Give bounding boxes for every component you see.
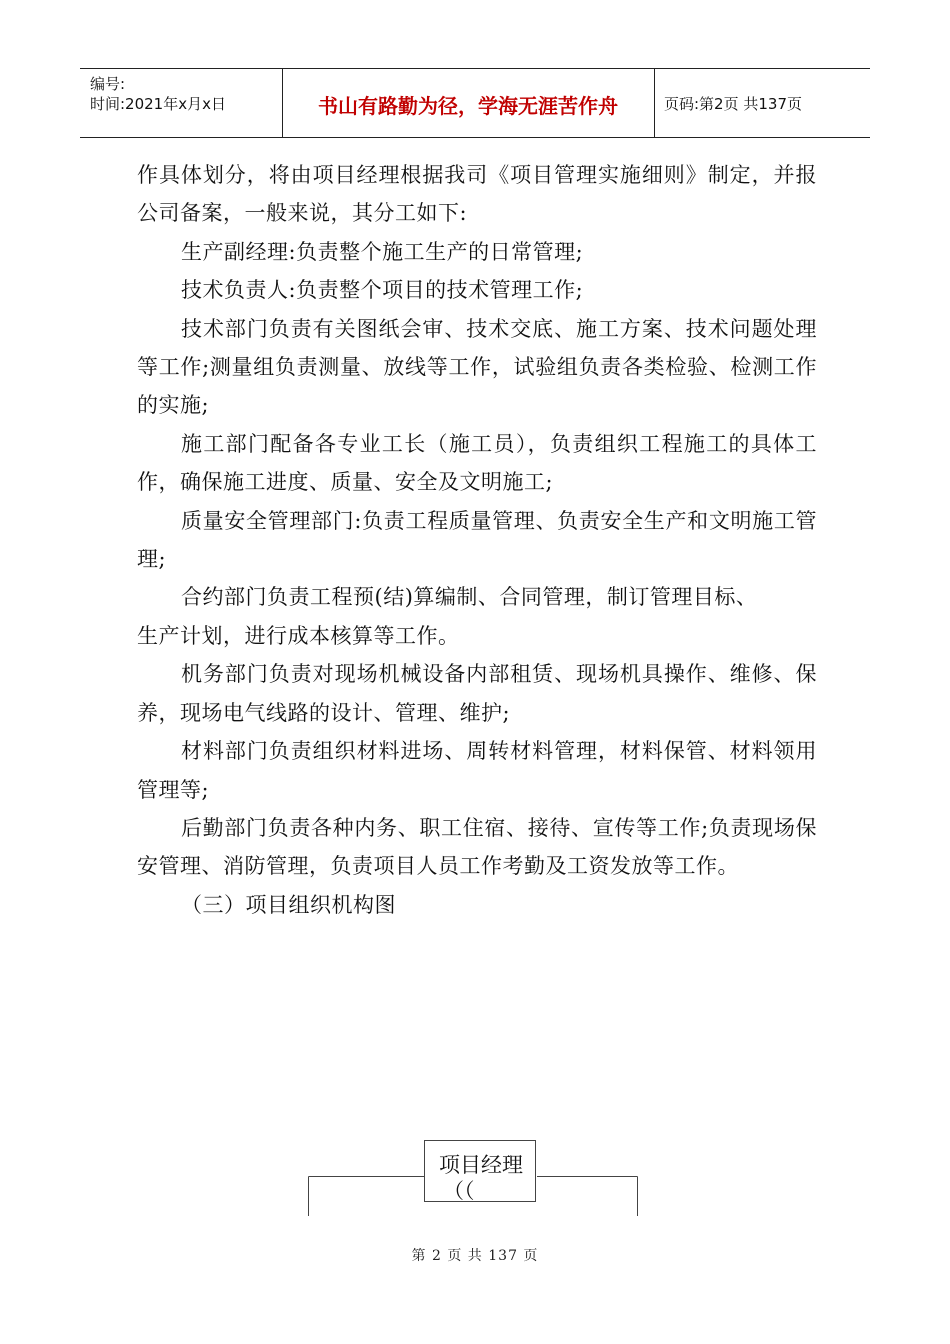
header-motto: 书山有路勤为径，学海无涯苦作舟 [318, 94, 618, 118]
header-page-cell [654, 69, 870, 137]
paragraph-logistics-dept: 后勤部门负责各种内务、职工住宿、接待、宣传等工作;负责现场保安管理、消防管理，负责项目人员工作考勤及工资发放等工作。 [137, 815, 817, 879]
org-chart-project-manager-sub: （（ [443, 1179, 475, 1203]
paragraph-technical-dept: 技术部门负责有关图纸会审、技术交底、施工方案、技术问题处理等工作;测量组负责测量、放线等工作，试验组负责各类检验、检测工作的实施; [137, 316, 817, 418]
paragraph-construction-dept: 施工部门配备各专业工长（施工员），负责组织工程施工的具体工作，确保施工进度、质量、安全及文明施工; [137, 431, 817, 495]
paragraph-quality-safety-dept: 质量安全管理部门:负责工程质量管理、负责安全生产和文明施工管理; [137, 508, 817, 572]
paragraph-contract-dept-continued: 生产计划，进行成本核算等工作。 [137, 623, 460, 648]
org-chart-project-manager-box [424, 1140, 536, 1202]
paragraph-technical-lead: 技术负责人:负责整个项目的技术管理工作; [181, 278, 584, 303]
paragraph-contract-dept: 合约部门负责工程预(结)算编制、合同管理，制订管理目标、 [181, 585, 758, 610]
header-page-info: 页码:第2页 共137页 [664, 95, 802, 113]
document-time-label: 时间:2021年x月x日 [90, 95, 226, 113]
paragraph-machinery-dept: 机务部门负责对现场机械设备内部租赁、现场机具操作、维修、保养，现场电气线路的设计、管理、维护; [137, 662, 817, 725]
paragraph-materials-dept: 材料部门负责组织材料进场、周转材料管理，材料保管、材料领用管理等; [137, 739, 817, 802]
paragraph-division-intro: 作具体划分，将由项目经理根据我司《项目管理实施细则》制定，并报公司备案，一般来说，其分工如下: [137, 163, 817, 226]
document-number-label: 编号: [90, 75, 126, 93]
header-meta-cell [80, 69, 283, 137]
page-footer-number: 第 2 页 共 137 页 [411, 1248, 539, 1264]
document-body [137, 156, 817, 924]
paragraph-production-manager: 生产副经理:负责整个施工生产的日常管理; [181, 239, 584, 264]
org-chart-project-manager-title: 项目经理 [439, 1153, 523, 1177]
section-heading-org-chart: （三）项目组织机构图 [181, 892, 396, 917]
header-motto-cell [282, 69, 655, 137]
page-header [80, 68, 870, 138]
